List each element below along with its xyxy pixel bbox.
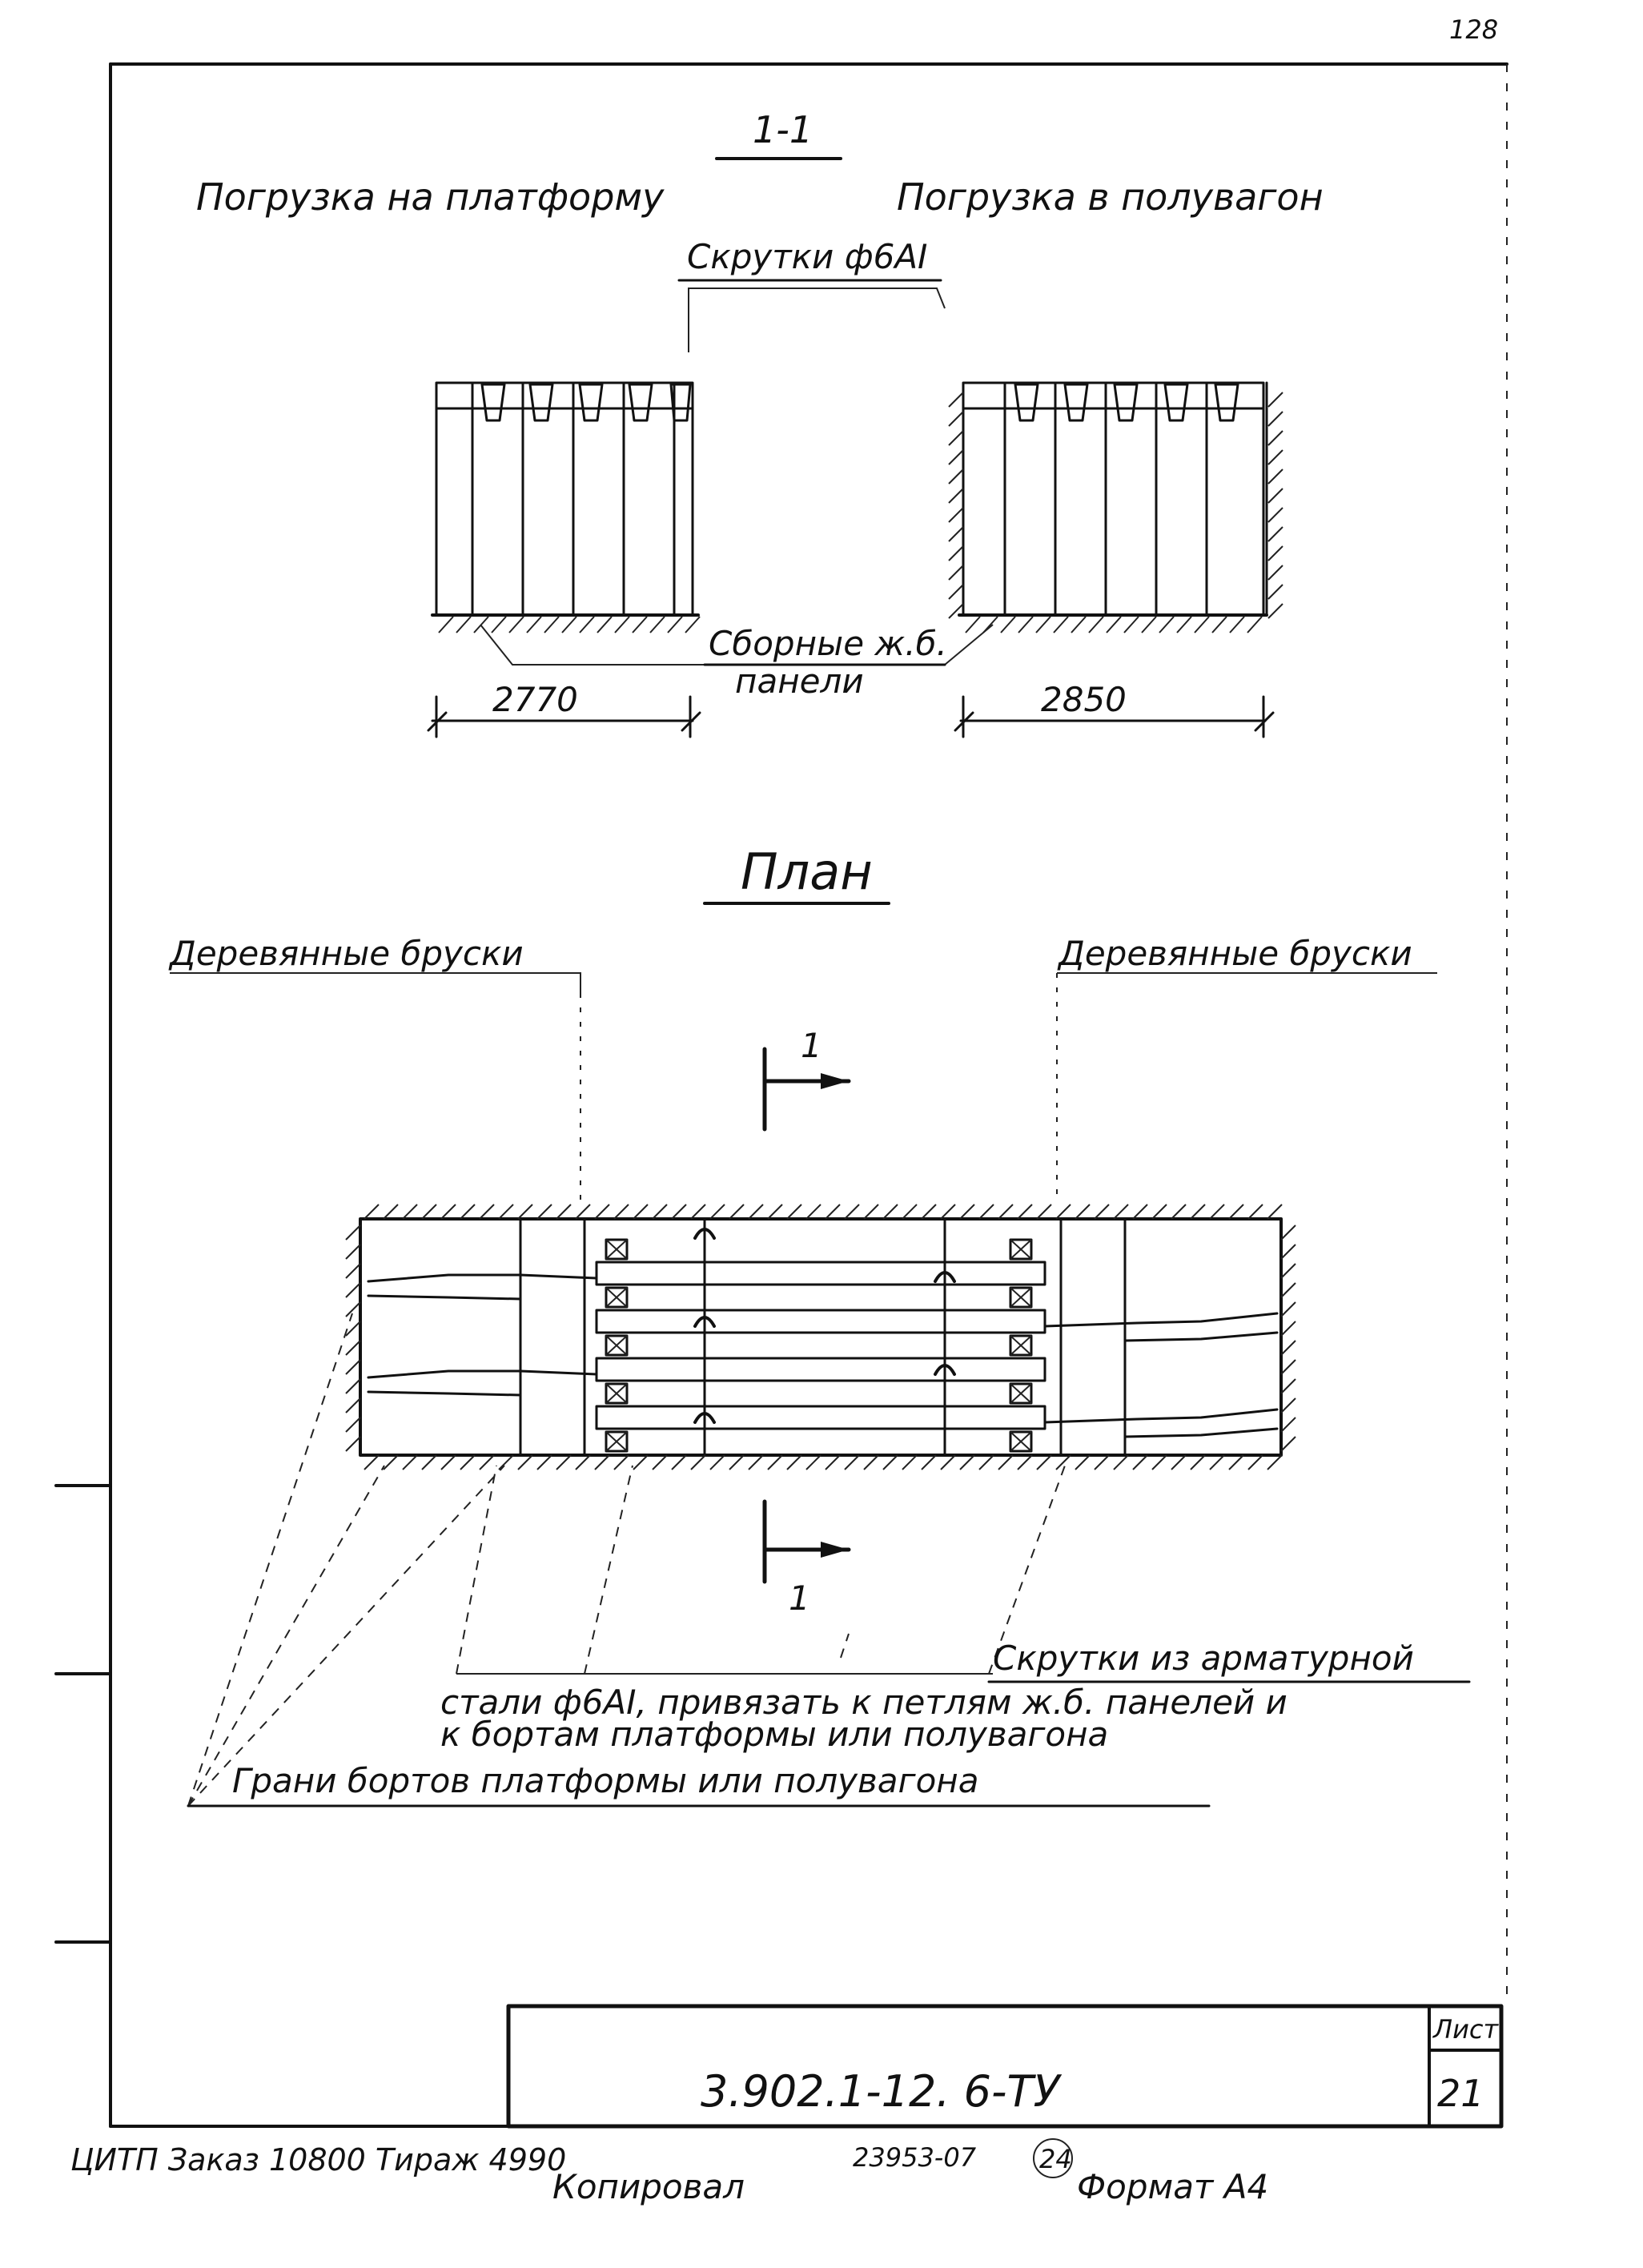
panel-group-right	[959, 383, 1267, 615]
hatch-stroke	[518, 1204, 532, 1219]
panel-end-right	[1125, 1429, 1277, 1437]
hatch-stroke	[595, 1204, 609, 1219]
hatch-stroke	[1281, 1245, 1296, 1259]
hatch-stroke	[595, 1455, 609, 1470]
hatch-stroke	[1195, 617, 1209, 633]
hatch-stroke	[364, 1204, 379, 1219]
hatch-stroke	[1281, 1379, 1296, 1393]
hatch-stroke	[922, 1204, 936, 1219]
hatch-stroke	[941, 1204, 955, 1219]
hatch-stroke	[941, 1455, 955, 1470]
hatch-stroke	[749, 1204, 763, 1219]
panel-end-left	[368, 1275, 597, 1281]
hatch-stroke	[633, 1204, 648, 1219]
hatch-stroke	[1281, 1360, 1296, 1374]
hatch-stroke	[1133, 1204, 1147, 1219]
hatch-stroke	[845, 1204, 859, 1219]
hatch-stroke	[403, 1455, 417, 1470]
hatch-stroke	[949, 585, 963, 599]
hatch-stroke	[902, 1204, 917, 1219]
plan-title: План	[741, 842, 873, 901]
hatch-stroke	[1248, 1455, 1263, 1470]
hatch-stroke	[460, 1204, 475, 1219]
hatch-stroke	[826, 1455, 840, 1470]
note-twists-line3: к бортам платформы или полувагона	[440, 1715, 1109, 1754]
hatch-stroke	[346, 1437, 360, 1451]
hatch-stroke	[384, 1455, 398, 1470]
hatch-stroke	[527, 617, 541, 633]
hatch-stroke	[650, 617, 665, 633]
loading-gondola-label: Погрузка в полувагон	[897, 175, 1324, 219]
panels-label-line1: Сборные ж.б.	[709, 624, 947, 663]
hatch-stroke	[1114, 1204, 1128, 1219]
hatch-stroke	[580, 617, 594, 633]
panel-end-left	[368, 1392, 520, 1395]
loading-platform-label: Погрузка на платформу	[196, 175, 665, 219]
hatch-stroke	[1281, 1437, 1296, 1451]
hatch-stroke	[346, 1379, 360, 1393]
hatch-stroke	[441, 1455, 456, 1470]
sheet-label: Лист	[1433, 2014, 1499, 2045]
hatch-stroke	[1171, 1455, 1186, 1470]
hatch-stroke	[556, 1204, 571, 1219]
hatch-stroke	[576, 1455, 590, 1470]
hatch-stroke	[1248, 1204, 1263, 1219]
hatch-stroke	[1191, 1204, 1205, 1219]
hatch-stroke	[556, 1455, 571, 1470]
plan-panels	[368, 1229, 1277, 1451]
hatch-stroke	[1268, 489, 1283, 503]
circled-number: 24	[1039, 2144, 1072, 2174]
hatch-stroke	[1229, 1204, 1243, 1219]
hatch-stroke	[949, 469, 963, 484]
hatch-stroke	[998, 1455, 1013, 1470]
hatch-stroke	[562, 617, 576, 633]
hatch-stroke	[1036, 617, 1050, 633]
hatch-stroke	[439, 617, 453, 633]
hatch-stroke	[1281, 1283, 1296, 1297]
hatch-stroke	[710, 1455, 725, 1470]
hatch-stroke	[576, 1204, 590, 1219]
hatch-stroke	[614, 1204, 629, 1219]
hatch-stroke	[1018, 617, 1033, 633]
hatch-stroke	[346, 1283, 360, 1297]
hatch-stroke	[668, 617, 682, 633]
copied-label: Копировал	[552, 2167, 745, 2206]
wood-bars-left-label: Деревянные бруски	[170, 934, 524, 973]
hatch-stroke	[787, 1455, 801, 1470]
hatch-stroke	[1268, 469, 1283, 484]
hatch-stroke	[1268, 527, 1283, 541]
hatch-stroke	[499, 1455, 513, 1470]
hatch-stroke	[979, 1204, 994, 1219]
hatch-stroke	[1268, 546, 1283, 561]
cut-mark-bottom	[765, 1502, 849, 1582]
wood-bars-right-label: Деревянные бруски	[1059, 934, 1412, 973]
hatch-stroke	[949, 508, 963, 522]
hatch-stroke	[633, 1455, 648, 1470]
hatch-stroke	[1037, 1204, 1051, 1219]
hatch-stroke	[1268, 565, 1283, 580]
hatch-stroke	[1281, 1264, 1296, 1278]
hatch-stroke	[1071, 617, 1086, 633]
panel-group-left	[432, 383, 698, 615]
hatch-stroke	[768, 1204, 782, 1219]
hatch-stroke	[1133, 1455, 1147, 1470]
hatch-stroke	[346, 1302, 360, 1317]
plan-panel	[597, 1310, 1045, 1333]
hatch-stroke	[949, 489, 963, 503]
hatch-stroke	[729, 1204, 744, 1219]
hatch-stroke	[518, 1455, 532, 1470]
registration-number: 23953-07	[853, 2142, 977, 2173]
hatch-stroke	[949, 546, 963, 561]
note-twists-line1: Скрутки из арматурной	[993, 1639, 1414, 1678]
hatch-stroke	[864, 1204, 878, 1219]
hatch-stroke	[346, 1245, 360, 1259]
hatch-stroke	[1268, 585, 1283, 599]
hatch-stroke	[922, 1455, 936, 1470]
hatch-stroke	[1268, 604, 1283, 618]
hatch-stroke	[806, 1204, 821, 1219]
hatch-stroke	[949, 392, 963, 407]
hatch-stroke	[1267, 1455, 1282, 1470]
hatch-stroke	[1114, 1455, 1128, 1470]
hatch-stroke	[1001, 617, 1015, 633]
hatch-stroke	[346, 1225, 360, 1240]
hatch-stroke	[653, 1204, 667, 1219]
hatch-stroke	[787, 1204, 801, 1219]
hatch-stroke	[1037, 1455, 1051, 1470]
hatch-stroke	[826, 1204, 840, 1219]
hatch-stroke	[1247, 617, 1262, 633]
hatch-stroke	[1171, 1204, 1186, 1219]
hatch-stroke	[902, 1455, 917, 1470]
hatch-stroke	[749, 1455, 763, 1470]
hatch-stroke	[949, 565, 963, 580]
hatch-stroke	[1268, 392, 1283, 407]
hatch-stroke	[492, 617, 506, 633]
panel-end-right	[1125, 1333, 1277, 1341]
hatch-stroke	[960, 1455, 974, 1470]
plan-panel	[597, 1358, 1045, 1381]
hatch-stroke	[441, 1204, 456, 1219]
hatch-stroke	[1056, 1204, 1071, 1219]
hatch-stroke	[537, 1455, 552, 1470]
hatch-stroke	[1018, 1455, 1032, 1470]
hatch-stroke	[456, 617, 471, 633]
hatch-stroke	[1268, 450, 1283, 464]
hatch-stroke	[1212, 617, 1227, 633]
hatch-stroke	[509, 617, 524, 633]
hatch-stroke	[966, 617, 980, 633]
hatch-stroke	[1229, 1455, 1243, 1470]
hatch-stroke	[864, 1455, 878, 1470]
plan-panel	[597, 1262, 1045, 1285]
hatch-stroke	[653, 1455, 667, 1470]
hatch-stroke	[1281, 1398, 1296, 1413]
corner-mark: 128	[1449, 14, 1499, 45]
hatch-stroke	[691, 1204, 705, 1219]
hatch-stroke	[614, 1455, 629, 1470]
hatch-stroke	[1268, 508, 1283, 522]
hatch-stroke	[1268, 412, 1283, 426]
hatch-stroke	[1210, 1204, 1224, 1219]
document-code: 3.902.1-12. 6-ТУ	[701, 2066, 1060, 2117]
section-title: 1-1	[753, 108, 813, 151]
twists-label: Скрутки ф6АI	[687, 237, 928, 276]
hatch-stroke	[691, 1455, 705, 1470]
hatch-stroke	[1142, 617, 1156, 633]
sheet-frame	[56, 64, 1507, 2126]
panel-end-left	[368, 1296, 520, 1299]
hatch-stroke	[1177, 617, 1191, 633]
hatch-stroke	[1230, 617, 1244, 633]
panel-end-right	[1045, 1409, 1277, 1422]
hatch-stroke	[346, 1341, 360, 1355]
hatch-stroke	[597, 617, 612, 633]
print-info: ЦИТП Заказ 10800 Тираж 4990	[70, 2142, 567, 2178]
hatch-stroke	[633, 617, 647, 633]
hatch-stroke	[1056, 1455, 1071, 1470]
hatch-stroke	[1089, 617, 1103, 633]
hatch-stroke	[346, 1418, 360, 1432]
hatch-stroke	[346, 1321, 360, 1336]
hatch-stroke	[883, 1204, 898, 1219]
hatch-stroke	[1054, 617, 1068, 633]
cut-mark-bottom-number: 1	[789, 1578, 810, 1618]
hatch-stroke	[422, 1204, 436, 1219]
dimension-right-value: 2850	[1041, 680, 1127, 719]
hatch-stroke	[1159, 617, 1174, 633]
hatch-stroke	[768, 1455, 782, 1470]
hatch-stroke	[1152, 1204, 1167, 1219]
note-twists-line2: стали ф6АI, привязать к петлям ж.б. панелей и	[440, 1683, 1287, 1722]
hatch-stroke	[1191, 1455, 1205, 1470]
hatch-stroke	[806, 1455, 821, 1470]
hatch-stroke	[685, 617, 700, 633]
hatch-stroke	[364, 1455, 379, 1470]
hatch-stroke	[1152, 1455, 1167, 1470]
panel-end-left	[368, 1371, 597, 1377]
hatch-stroke	[1268, 431, 1283, 445]
hatch-stroke	[883, 1455, 898, 1470]
hatch-stroke	[729, 1455, 744, 1470]
hatch-stroke	[1124, 617, 1139, 633]
hatch-stroke	[960, 1204, 974, 1219]
hatch-stroke	[672, 1455, 686, 1470]
sheet-number: 21	[1437, 2072, 1484, 2115]
hatch-stroke	[1018, 1204, 1032, 1219]
hatch-stroke	[499, 1204, 513, 1219]
hatch-stroke	[1075, 1455, 1090, 1470]
hatch-stroke	[346, 1264, 360, 1278]
plan-panel	[597, 1406, 1045, 1429]
hatch-stroke	[460, 1455, 475, 1470]
hatch-stroke	[346, 1398, 360, 1413]
hatch-stroke	[1281, 1225, 1296, 1240]
format-label: Формат А4	[1077, 2167, 1269, 2206]
hatch-stroke	[1075, 1204, 1090, 1219]
hatch-stroke	[949, 431, 963, 445]
hatch-stroke	[1281, 1321, 1296, 1336]
hatch-stroke	[1210, 1455, 1224, 1470]
hatch-stroke	[1281, 1418, 1296, 1432]
hatch-stroke	[1267, 1204, 1282, 1219]
panels-label-line2: панели	[735, 662, 864, 701]
hatch-stroke	[403, 1204, 417, 1219]
hatch-stroke	[949, 412, 963, 426]
hatch-stroke	[710, 1204, 725, 1219]
dimension-left-value: 2770	[492, 680, 578, 719]
hatch-stroke	[998, 1204, 1013, 1219]
hatch-stroke	[384, 1204, 398, 1219]
hatch-stroke	[672, 1204, 686, 1219]
hatch-stroke	[480, 1455, 494, 1470]
hatch-stroke	[1095, 1455, 1109, 1470]
hatch-stroke	[979, 1455, 994, 1470]
hatch-stroke	[615, 617, 629, 633]
hatch-stroke	[346, 1360, 360, 1374]
cut-mark-top-number: 1	[801, 1026, 822, 1065]
hatch-stroke	[949, 450, 963, 464]
hatch-stroke	[1107, 617, 1121, 633]
hatch-stroke	[480, 1204, 494, 1219]
hatch-stroke	[537, 1204, 552, 1219]
panel-end-right	[1045, 1313, 1277, 1326]
hatch-stroke	[1281, 1302, 1296, 1317]
hatch-stroke	[1095, 1204, 1109, 1219]
hatch-stroke	[845, 1455, 859, 1470]
hatch-stroke	[949, 527, 963, 541]
note-edges: Грани бортов платформы или полувагона	[232, 1761, 979, 1800]
hatch-stroke	[1281, 1341, 1296, 1355]
hatch-stroke	[544, 617, 559, 633]
hatch-stroke	[422, 1455, 436, 1470]
